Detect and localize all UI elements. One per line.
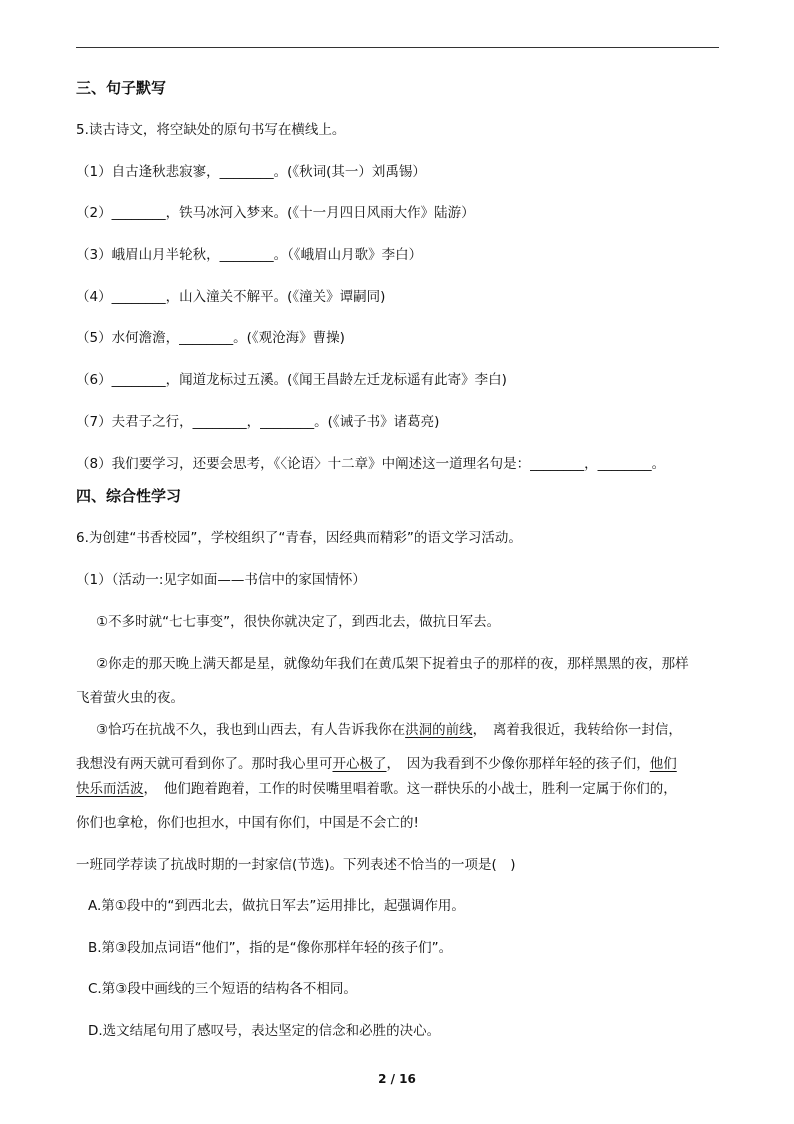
q6-sub-1: （1）（活动一:见字如面——书信中的家国情怀） xyxy=(76,572,366,588)
letter-paragraph-1: ①不多时就“七七事变”，很快你就决定了，到西北去，做抗日军去。 xyxy=(96,614,501,630)
p3-text: ， 他们跑着跑着，工作的时侯嘴里唱着歌。这一群快乐的小战士，胜利一定属于你们的， xyxy=(143,781,677,797)
q5-item-3: （3）峨眉山月半轮秋，________。（《峨眉山月歌》李白） xyxy=(76,247,423,263)
letter-paragraph-3-line-1 xyxy=(96,722,682,738)
letter-paragraph-2-line-1: ②你走的那天晚上满天都是星，就像幼年我们在黄瓜架下捉着虫子的那样的夜，那样黑黑的夜，那样 xyxy=(96,656,689,672)
p3-text: ③恰巧在抗战不久，我也到山西去，有人告诉我你在 xyxy=(96,722,406,738)
q5-item-8: （8）我们要学习，还要会思考，《〈论语〉十二章》中阐述这一道理名句是：________，________。 xyxy=(76,456,666,472)
p3-text: ， 离着我很近，我转给你一封信， xyxy=(472,722,682,738)
p3-text: 我想没有两天就可看到你了。那时我心里可 xyxy=(76,756,333,772)
option-c: C.第③段中画线的三个短语的结构各不相同。 xyxy=(88,981,357,997)
letter-paragraph-3-line-2 xyxy=(76,756,677,772)
option-b: B.第③段加点词语“他们”，指的是“像你那样年轻的孩子们”。 xyxy=(88,940,453,956)
q5-item-5: （5）水何澹澹，________。(《观沧海》曹操) xyxy=(76,330,345,346)
section-heading-4: 四、综合性学习 xyxy=(76,487,182,505)
q5-item-4: （4）________，山入潼关不解平。(《潼关》谭嗣同) xyxy=(76,289,386,305)
q6-question: 一班同学荐读了抗战时期的一封家信(节选)。下列表述不恰当的一项是( ) xyxy=(76,857,516,873)
question-6-stem: 6.为创建“书香校园”，学校组织了“青春，因经典而精彩”的语文学习活动。 xyxy=(76,530,522,546)
p3-text: ， 因为我看到不少像你那样年轻的孩子们， xyxy=(386,756,650,772)
q5-item-2: （2）________，铁马冰河入梦来。(《十一月四日风雨大作》陆游） xyxy=(76,205,475,221)
underlined-phrase-1: 洪洞的前线 xyxy=(405,722,473,738)
q5-item-7: （7）夫君子之行，________，________。(《诫子书》诸葛亮) xyxy=(76,414,440,430)
section-heading-3: 三、句子默写 xyxy=(76,79,167,97)
letter-paragraph-3-line-3 xyxy=(76,781,677,797)
letter-paragraph-2-line-2: 飞着萤火虫的夜。 xyxy=(76,690,184,706)
underlined-phrase-3-end: 快乐而活波 xyxy=(76,781,144,797)
question-5-stem: 5.读古诗文，将空缺处的原句书写在横线上。 xyxy=(76,122,346,138)
underlined-phrase-2: 开心极了 xyxy=(332,756,387,772)
option-d: D.选文结尾句用了感叹号，表达坚定的信念和必胜的决心。 xyxy=(88,1023,441,1039)
header-rule xyxy=(76,47,719,48)
underlined-phrase-3-start: 他们 xyxy=(649,756,677,772)
q5-item-6: （6）________，闻道龙标过五溪。(《闻王昌龄左迁龙标遥有此寄》李白) xyxy=(76,372,507,388)
option-a: A.第①段中的“到西北去，做抗日军去”运用排比，起强调作用。 xyxy=(88,898,465,914)
page-number: 2 / 16 xyxy=(378,1072,416,1086)
q5-item-1: （1）自古逢秋悲寂寥，________。(《秋词(其一）刘禹锡） xyxy=(76,164,426,180)
letter-paragraph-3-line-4: 你们也拿枪，你们也担水，中国有你们，中国是不会亡的! xyxy=(76,815,419,831)
